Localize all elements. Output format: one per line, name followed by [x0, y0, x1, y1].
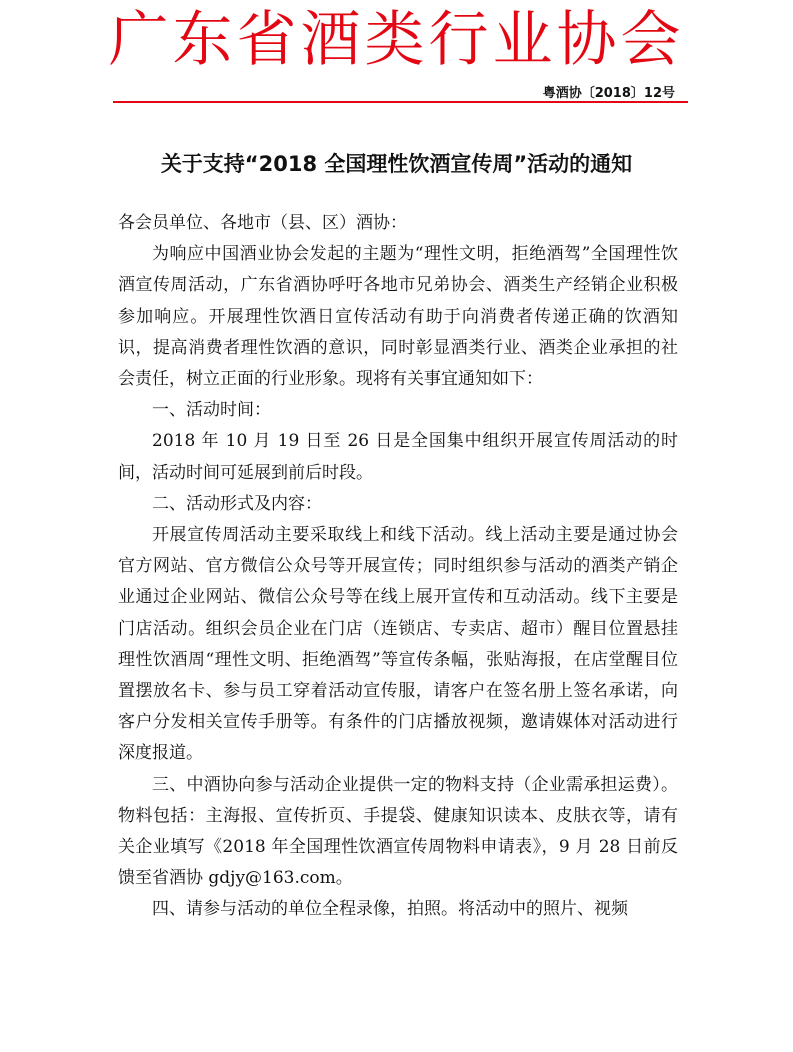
section-heading-format: 二、活动形式及内容： [152, 493, 322, 514]
section-heading-time: 一、活动时间： [152, 400, 271, 421]
document-number: 粤酒协〔2018〕12号 [542, 86, 675, 101]
salutation: 各会员单位、各地市（县、区）酒协： [118, 213, 407, 233]
paragraph-materials: 三、中酒协向参与活动企业提供一定的物料支持（企业需承担运费）。物料包括：主海报、宣传折页、手提袋、健康知识读本、皮肤衣等，请有关企业填写《2018 年全国理性饮酒宣传周物料申请表》，9 月 28 日前反馈至省酒协 gdjy@163.com。 [118, 774, 678, 889]
letterhead-divider [113, 101, 688, 103]
letterhead-org-name: 广东省酒类行业协会 [108, 5, 685, 75]
notice-body [118, 208, 678, 926]
notice-title: 关于支持“2018 全国理性饮酒宣传周”活动的通知 [160, 152, 633, 176]
paragraph-format: 开展宣传周活动主要采取线上和线下活动。线上活动主要是通过协会官方网站、官方微信公众号等开展宣传；同时组织参与活动的酒类产销企业通过企业网站、微信公众号等在线上展开宣传和互动活动。线下主要是门店活动。组织会员企业在门店（连锁店、专卖店、超市）醒目位置悬挂理性饮酒周“理性文明、拒绝酒驾”等宣传条幅，张贴海报，在店堂醒目位置摆放名卡、参与员工穿着活动宣传服，请客户在签名册上签名承诺，向客户分发相关宣传手册等。有条件的门店播放视频，邀请媒体对活动进行深度报道。 [118, 525, 678, 764]
paragraph-intro: 为响应中国酒业协会发起的主题为“理性文明，拒绝酒驾”全国理性饮酒宣传周活动，广东省酒协呼吁各地市兄弟协会、酒类生产经销企业积极参加响应。开展理性饮酒日宣传活动有助于向消费者传递正确的饮酒知识，提高消费者理性饮酒的意识，同时彰显酒类行业、酒类企业承担的社会责任，树立正面的行业形象。现将有关事宜通知如下： [118, 244, 678, 390]
paragraph-recording: 四、请参与活动的单位全程录像，拍照。将活动中的照片、视频 [152, 899, 628, 920]
paragraph-time: 2018 年 10 月 19 日至 26 日是全国集中组织开展宣传周活动的时间，活动时间可延展到前后时段。 [118, 431, 678, 483]
